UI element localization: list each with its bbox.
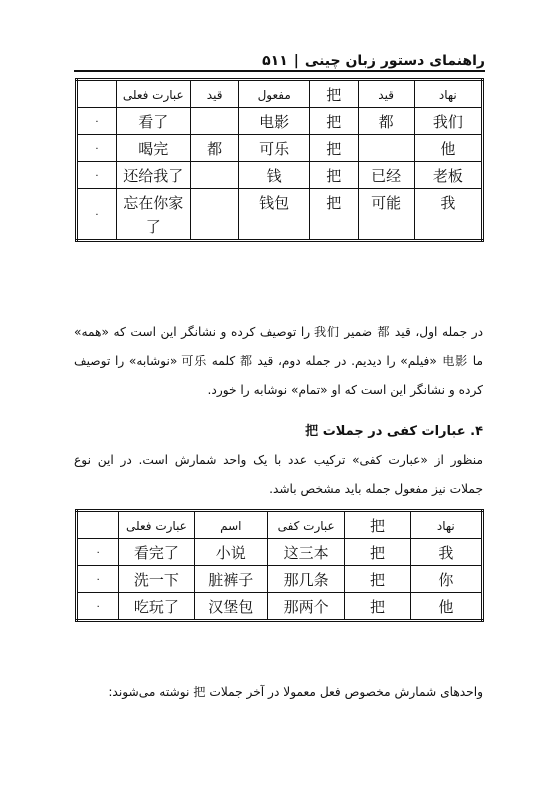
table-cell: 都 xyxy=(358,108,414,135)
header-cell: اسم xyxy=(194,511,267,539)
header-cell xyxy=(77,511,119,539)
table-cell: 那几条 xyxy=(267,566,344,593)
table-row xyxy=(77,108,483,135)
header-cell: عبارت کفی xyxy=(267,511,344,539)
header-separator: | xyxy=(293,53,299,69)
row-number: ۰ xyxy=(77,566,119,593)
table-cell: 把 xyxy=(309,189,358,241)
header-title: راهنمای دستور زبان چینی xyxy=(304,53,485,69)
table-cell: 把 xyxy=(345,593,410,621)
header-cell: نهاد xyxy=(410,511,482,539)
section-heading: ۴. عبارات کفی در جملات 把 xyxy=(305,424,483,439)
table-row xyxy=(77,566,483,593)
table-cell: 电影 xyxy=(239,108,309,135)
header-cell: 把 xyxy=(309,80,358,108)
table-row xyxy=(77,135,483,162)
table-header-row xyxy=(77,511,483,539)
table-cell: 喝完 xyxy=(116,135,190,162)
paragraph-adverb-explanation: در جمله اول، قید 都 ضمیر 我们 را توصیف کرده و نشانگر این است که «همه» ما 电影 «فیلم» را دیدیم. در جمله دوم، قید 都 کلمه 可乐 «نوشابه» را توصیف کرده و نشانگر این است که او «تمام» نوشابه را خورد. xyxy=(74,325,484,397)
row-number: ۰ xyxy=(77,189,117,241)
header-cell: 把 xyxy=(345,511,410,539)
table-cell xyxy=(190,108,239,135)
table-row xyxy=(77,189,483,241)
paragraph-quantity-phrase: منظور از «عبارت کفی» ترکیب عدد با یک واحد شمارش است. در این نوع جملات نیز مفعول جمله باید مشخص باشد. xyxy=(74,453,483,496)
table-cell: 看完了 xyxy=(119,539,194,566)
table-cell: 老板 xyxy=(414,162,482,189)
table-cell: 他 xyxy=(410,593,482,621)
table-cell: 汉堡包 xyxy=(194,593,267,621)
table-cell xyxy=(190,162,239,189)
table-cell: 可能 xyxy=(358,189,414,241)
row-number: ۰ xyxy=(77,135,117,162)
header-cell: قید xyxy=(190,80,239,108)
header-cell: عبارت فعلی xyxy=(116,80,190,108)
row-number: ۰ xyxy=(77,593,119,621)
table-cell: 可乐 xyxy=(239,135,309,162)
table-cell: 都 xyxy=(190,135,239,162)
header-cell: عبارت فعلی xyxy=(119,511,194,539)
table-cell xyxy=(358,135,414,162)
table-row xyxy=(77,162,483,189)
header-cell xyxy=(77,80,117,108)
table-cell: 把 xyxy=(345,539,410,566)
row-number: ۰ xyxy=(77,162,117,189)
table-cell: 我们 xyxy=(414,108,482,135)
table-cell: 小说 xyxy=(194,539,267,566)
table-cell: 已经 xyxy=(358,162,414,189)
table-cell: 把 xyxy=(345,566,410,593)
page-number: ۵۱۱ xyxy=(262,53,288,69)
table-cell: 还给我了 xyxy=(116,162,190,189)
table-cell: 我 xyxy=(414,189,482,241)
table-cell: 你 xyxy=(410,566,482,593)
row-number: ۰ xyxy=(77,108,117,135)
table-cell: 看了 xyxy=(116,108,190,135)
header-cell: مفعول xyxy=(239,80,309,108)
row-number: ۰ xyxy=(77,539,119,566)
header-cell: نهاد xyxy=(414,80,482,108)
table-row xyxy=(77,539,483,566)
running-header xyxy=(74,50,485,72)
table-cell: 钱 xyxy=(239,162,309,189)
table-header-row xyxy=(77,80,483,108)
header-cell: قید xyxy=(358,80,414,108)
table-cell: 钱包 xyxy=(239,189,309,241)
table-cell: 忘在你家了 xyxy=(116,189,190,241)
pattern-table-1 xyxy=(75,78,484,242)
table-cell: 那两个 xyxy=(267,593,344,621)
table-cell: 他 xyxy=(414,135,482,162)
table-row xyxy=(77,593,483,621)
table-cell: 脏裤子 xyxy=(194,566,267,593)
table-cell: 把 xyxy=(309,162,358,189)
header-rule xyxy=(74,70,485,72)
table-cell: 洗一下 xyxy=(119,566,194,593)
table-cell: 把 xyxy=(309,108,358,135)
table-cell xyxy=(190,189,239,241)
table-cell: 这三本 xyxy=(267,539,344,566)
table-cell: 我 xyxy=(410,539,482,566)
paragraph-measure-words: واحدهای شمارش مخصوص فعل معمولا در آخر جملات 把 نوشته می‌شوند: xyxy=(108,685,483,699)
table-cell: 把 xyxy=(309,135,358,162)
table-cell: 吃玩了 xyxy=(119,593,194,621)
pattern-table-2 xyxy=(75,509,484,622)
